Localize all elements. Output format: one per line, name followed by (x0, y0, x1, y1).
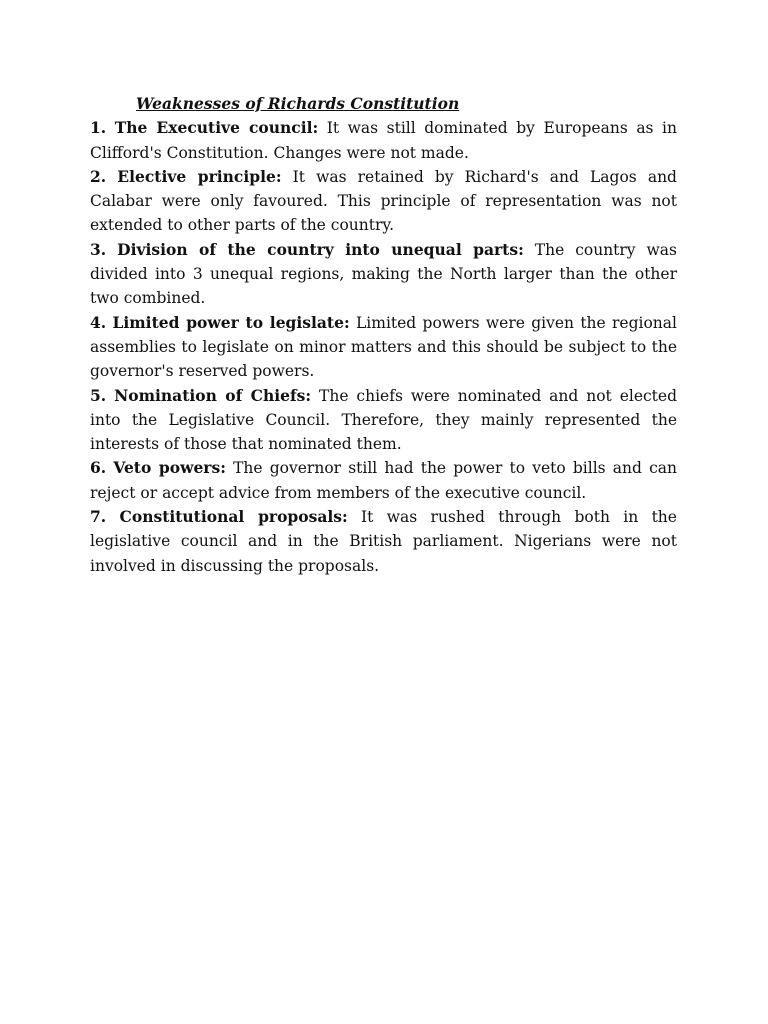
item-heading: Division of the country into unequal parts: (117, 239, 524, 259)
item-text: Limited powers were given the regional assemblies to legislate on minor matters and this should be subject to the governor's reserved powers. (90, 313, 677, 381)
item-heading: Constitutional proposals: (119, 507, 348, 527)
list-item (90, 456, 677, 505)
item-text: The country was divided into 3 unequal regions, making the North larger than the other two combined. (90, 240, 677, 308)
list-item (90, 505, 677, 578)
item-heading: Elective principle: (117, 166, 282, 186)
item-number: 6. (90, 458, 107, 478)
item-number: 4. (90, 312, 107, 332)
list-item (90, 116, 677, 165)
document-body (90, 92, 677, 578)
list-item (90, 165, 677, 238)
item-heading: Veto powers: (113, 458, 226, 478)
item-number: 2. (90, 166, 107, 186)
item-number: 3. (90, 239, 107, 259)
item-text: It was retained by Richard's and Lagos and Calabar were only favoured. This principle of representation was not extended to other parts of the country. (90, 167, 677, 235)
item-heading: Nomination of Chiefs: (114, 385, 312, 405)
list-item (90, 384, 677, 457)
item-text: The governor still had the power to veto bills and can reject or accept advice from members of the executive council. (90, 459, 677, 502)
item-number: 1. (90, 118, 107, 138)
item-heading: Limited power to legislate: (112, 312, 350, 332)
list-item (90, 311, 677, 384)
item-number: 5. (90, 385, 107, 405)
list-item (90, 238, 677, 311)
document-title: Weaknesses of Richards Constitution (136, 94, 460, 113)
item-text: The chiefs were nominated and not elected into the Legislative Council. Therefore, they mainly represented the interests of those that nominated them. (90, 386, 677, 454)
item-heading: The Executive council: (114, 118, 319, 138)
item-number: 7. (90, 507, 107, 527)
item-text: It was still dominated by Europeans as in Clifford's Constitution. Changes were not made. (90, 119, 677, 162)
item-text: It was rushed through both in the legislative council and in the British parliament. Nigerians were not involved in discussing the proposals. (90, 508, 677, 575)
